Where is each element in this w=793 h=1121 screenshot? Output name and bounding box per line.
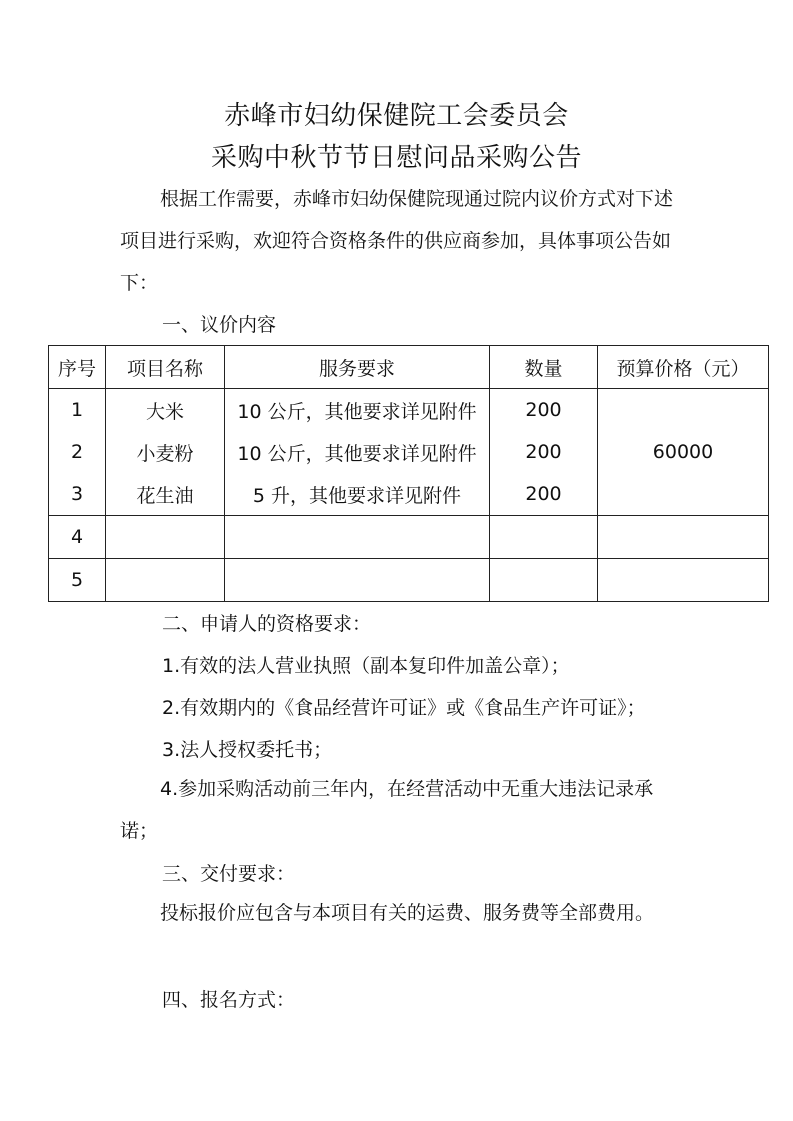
cell-requirement (225, 559, 490, 602)
cell-quantity (490, 516, 598, 559)
cell-quantity (490, 559, 598, 602)
cell-requirement: 10 公斤，其他要求详见附件 (225, 389, 490, 432)
intro-paragraph: 根据工作需要，赤峰市妇幼保健院现通过院内议价方式对下述项目进行采购，欢迎符合资格条件的供应商参加，具体事项公告如下： (120, 188, 674, 294)
cell-quantity: 200 (490, 431, 598, 473)
header-no: 序号 (49, 346, 106, 389)
qualification-item: 1.有效的法人营业执照（副本复印件加盖公章）； (162, 655, 570, 677)
cell-name: 小麦粉 (106, 431, 225, 473)
section-3-heading: 三、交付要求： (162, 863, 296, 885)
qualification-item: 3.法人授权委托书； (162, 739, 333, 761)
cell-no: 4 (49, 516, 106, 559)
cell-no: 3 (49, 473, 106, 516)
title-line-2: 采购中秋节节日慰问品采购公告 (210, 143, 582, 173)
cell-budget-empty (598, 516, 769, 559)
qualification-item: 2.有效期内的《食品经营许可证》或《食品生产许可证》； (162, 697, 646, 719)
table-row (49, 389, 769, 432)
procurement-table (48, 345, 769, 602)
cell-quantity: 200 (490, 389, 598, 432)
delivery-paragraph: 投标报价应包含与本项目有关的运费、服务费等全部费用。 (160, 902, 655, 924)
cell-requirement (225, 516, 490, 559)
table-row (49, 559, 769, 602)
cell-budget: 60000 (598, 389, 769, 516)
table-row (49, 516, 769, 559)
cell-no: 2 (49, 431, 106, 473)
title-line-1: 赤峰市妇幼保健院工会委员会 (224, 101, 569, 131)
section-2-heading: 二、申请人的资格要求： (162, 613, 372, 635)
header-requirement: 服务要求 (225, 346, 490, 389)
header-name: 项目名称 (106, 346, 225, 389)
header-budget: 预算价格（元） (598, 346, 769, 389)
cell-no: 5 (49, 559, 106, 602)
section-4-heading: 四、报名方式： (162, 989, 296, 1011)
cell-name: 大米 (106, 389, 225, 432)
section-1-heading: 一、议价内容 (162, 314, 277, 336)
cell-name (106, 559, 225, 602)
cell-name: 花生油 (106, 473, 225, 516)
header-quantity: 数量 (490, 346, 598, 389)
cell-quantity: 200 (490, 473, 598, 516)
cell-budget-empty (598, 559, 769, 602)
cell-no: 1 (49, 389, 106, 432)
qualification-item: 4.参加采购活动前三年内，在经营活动中无重大违法记录承诺； (120, 778, 654, 842)
table-header-row (49, 346, 769, 389)
cell-requirement: 5 升，其他要求详见附件 (225, 473, 490, 516)
cell-requirement: 10 公斤，其他要求详见附件 (225, 431, 490, 473)
cell-name (106, 516, 225, 559)
